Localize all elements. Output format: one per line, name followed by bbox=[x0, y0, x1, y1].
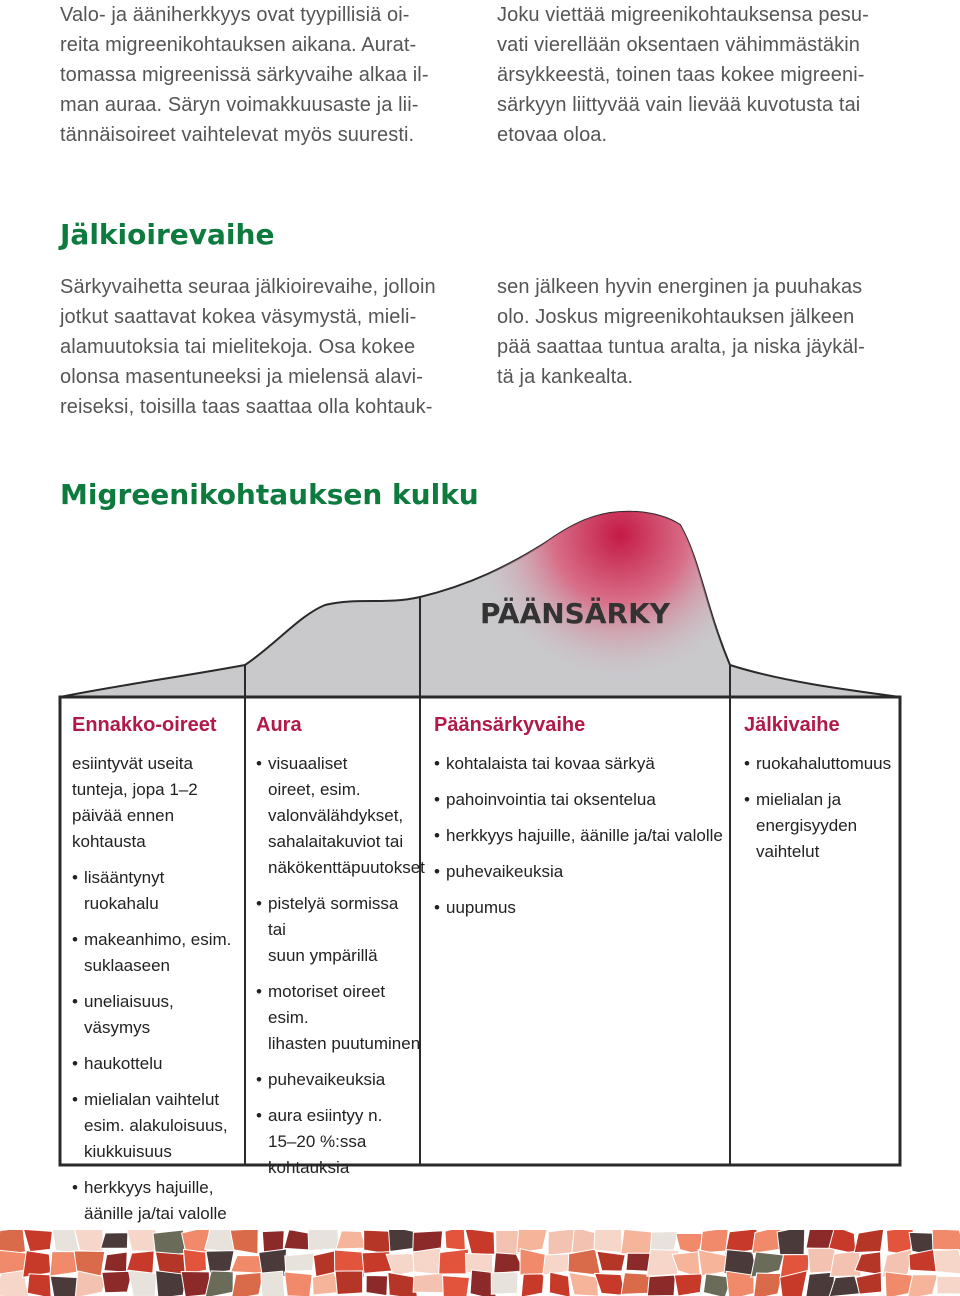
mosaic-tile bbox=[284, 1230, 311, 1250]
phase-item: • puhevaikeuksia bbox=[256, 1067, 421, 1093]
section1-left-text: Särkyvaihetta seuraa jälkioirevaihe, jolloin jotkut saattavat kokea väsymystä, mieli- alamuutoksia tai mielitekoja. Osa kokee olonsa masentuneeksi ja mielensä alavi- reiseksi, toisilla taas saattaa olla kohtauk- bbox=[60, 276, 436, 418]
phase-item: • motoriset oireet esim. lihasten puutuminen bbox=[256, 979, 421, 1057]
mosaic-tile bbox=[231, 1256, 263, 1274]
mosaic-tile bbox=[23, 1251, 51, 1278]
mosaic-tile bbox=[285, 1253, 315, 1271]
phase-title: Ennakko-oireet bbox=[72, 714, 217, 736]
mosaic-tile bbox=[261, 1271, 285, 1296]
mosaic-tile bbox=[777, 1230, 805, 1255]
mosaic-tile bbox=[27, 1274, 51, 1296]
mosaic-tile bbox=[231, 1272, 263, 1296]
mosaic-tile bbox=[549, 1272, 570, 1296]
mosaic-tile bbox=[494, 1253, 524, 1274]
phase-item: • lisääntynyt ruokahalu bbox=[72, 865, 242, 917]
mosaic-tile bbox=[491, 1272, 518, 1294]
mosaic-tile bbox=[932, 1230, 960, 1250]
phase-paansarkyvaihe bbox=[434, 700, 729, 931]
phase-item: • aura esiintyy n. 15–20 %:ssa kohtauksia bbox=[256, 1103, 421, 1181]
mosaic-tile bbox=[465, 1253, 492, 1273]
phase-list bbox=[72, 751, 242, 1227]
mosaic-tile bbox=[752, 1230, 781, 1254]
section-heading-kulku: Migreenikohtauksen kulku bbox=[60, 478, 479, 511]
intro-left-column bbox=[60, 0, 472, 150]
mosaic-tile bbox=[674, 1274, 702, 1296]
mosaic-tile bbox=[698, 1250, 727, 1276]
mosaic-tile bbox=[128, 1270, 156, 1296]
mosaic-tile bbox=[335, 1271, 362, 1295]
mosaic-tile bbox=[569, 1272, 598, 1296]
section1-left-column bbox=[60, 272, 472, 422]
intro-right-column bbox=[497, 0, 901, 150]
phase-item: • visuaaliset oireet, esim. valonvälähdykset, sahalaitakuviot tai näkökenttäpuutokset bbox=[256, 751, 421, 881]
mosaic-tile bbox=[647, 1275, 675, 1296]
mosaic-tile bbox=[445, 1230, 466, 1250]
section1-right-column bbox=[497, 272, 901, 392]
mosaic-tile bbox=[937, 1276, 960, 1294]
phase-item: • kohtalaista tai kovaa särkyä bbox=[434, 751, 729, 777]
phase-list bbox=[744, 751, 894, 865]
mosaic-tile bbox=[308, 1230, 339, 1250]
mosaic-tile bbox=[548, 1230, 575, 1255]
mosaic-tile bbox=[181, 1271, 210, 1296]
peak-label: PÄÄNSÄRKY bbox=[479, 597, 671, 630]
phase-item: esiintyvät useita tunteja, jopa 1–2 päivää ennen kohtausta bbox=[72, 754, 198, 851]
mosaic-tile bbox=[521, 1274, 544, 1296]
section1-right-text: sen jälkeen hyvin energinen ja puuhakas olo. Joskus migreenikohtauksen jälkeen pää saattaa tuntua aralta, ja niska jäykäl- tä ja kankealta. bbox=[497, 276, 865, 388]
mosaic-tile bbox=[465, 1230, 495, 1255]
mosaic-tile bbox=[934, 1249, 960, 1274]
mosaic-tile bbox=[854, 1230, 884, 1253]
phase-item: • puhevaikeuksia bbox=[434, 859, 729, 885]
mosaic-tile bbox=[753, 1273, 782, 1296]
mosaic-tile bbox=[102, 1271, 132, 1293]
mosaic-tile bbox=[726, 1271, 754, 1296]
mosaic-tile bbox=[413, 1273, 445, 1293]
phase-item: • ruokahaluttomuus bbox=[744, 751, 894, 777]
phase-title: Aura bbox=[256, 714, 302, 736]
mosaic-tile bbox=[366, 1276, 388, 1296]
mosaic-tile bbox=[206, 1251, 234, 1274]
mosaic-tile bbox=[443, 1276, 470, 1296]
mosaic-tile bbox=[230, 1230, 258, 1254]
intro-left-text: Valo- ja ääniherkkyys ovat tyypillisiä oi- reita migreenikohtauksen aikana. Aurat- tomassa migreenissä särkyvaihe alkaa il- man auraa. Säryn voimakkuusaste ja lii- tännäisoireet vaihtelevat myös suuresti. bbox=[60, 4, 429, 146]
phase-list bbox=[256, 751, 425, 1181]
mosaic-tile bbox=[595, 1273, 626, 1295]
section-heading-jalkioirevaihe: Jälkioirevaihe bbox=[60, 218, 275, 251]
phase-item: • mielialan vaihtelut esim. alakuloisuus, kiukkuisuus bbox=[72, 1087, 242, 1165]
mosaic-tile bbox=[885, 1272, 912, 1296]
mosaic-tile bbox=[568, 1249, 601, 1275]
phase-item: • mielialan ja energisyyden vaihtelut bbox=[744, 787, 894, 865]
phase-item: • pistelyä sormissa tai suun ympärillä bbox=[256, 891, 421, 969]
decorative-mosaic-strip bbox=[0, 1230, 960, 1296]
phase-item: • uneliaisuus, väsymys bbox=[72, 989, 242, 1041]
mosaic-tile bbox=[830, 1251, 861, 1277]
phase-item: • herkkyys hajuille, äänille ja/tai valolle bbox=[72, 1175, 242, 1227]
phase-item: • herkkyys hajuille, äänille ja/tai valolle bbox=[434, 823, 729, 849]
phase-item: • haukottelu bbox=[72, 1051, 242, 1077]
phase-list bbox=[434, 751, 729, 921]
phase-ennakko-oireet bbox=[72, 700, 242, 1237]
phase-item: • uupumus bbox=[434, 895, 729, 921]
phase-item: • makeanhimo, esim. suklaaseen bbox=[72, 927, 242, 979]
phase-aura bbox=[256, 700, 425, 1191]
mosaic-tile bbox=[700, 1230, 728, 1253]
mosaic-tile bbox=[647, 1249, 679, 1276]
phase-title: Jälkivaihe bbox=[744, 714, 840, 736]
mosaic-tile bbox=[104, 1252, 127, 1272]
mosaic-tile bbox=[284, 1272, 312, 1296]
intro-right-text: Joku viettää migreenikohtauksensa pesu- vati vierellään oksentaen vähimmästäkin ärsykkeestä, toinen taas kokee migreeni- särkyyn liittyvää vain lievää kuvotusta tai etovaa oloa. bbox=[497, 4, 869, 146]
mosaic-tile bbox=[388, 1230, 415, 1252]
mosaic-tile bbox=[336, 1231, 366, 1249]
mosaic-tile bbox=[907, 1275, 937, 1296]
phase-title: Päänsärkyvaihe bbox=[434, 714, 586, 736]
mosaic-tile bbox=[621, 1230, 653, 1254]
phase-item: • pahoinvointia tai oksentelua bbox=[434, 787, 729, 813]
mosaic-tile bbox=[101, 1233, 128, 1249]
mosaic-tile bbox=[439, 1249, 469, 1274]
phase-jalkivaihe bbox=[744, 700, 894, 875]
mosaic-tile bbox=[24, 1230, 53, 1252]
mosaic-tile bbox=[594, 1230, 622, 1253]
mosaic-tile bbox=[183, 1249, 206, 1274]
